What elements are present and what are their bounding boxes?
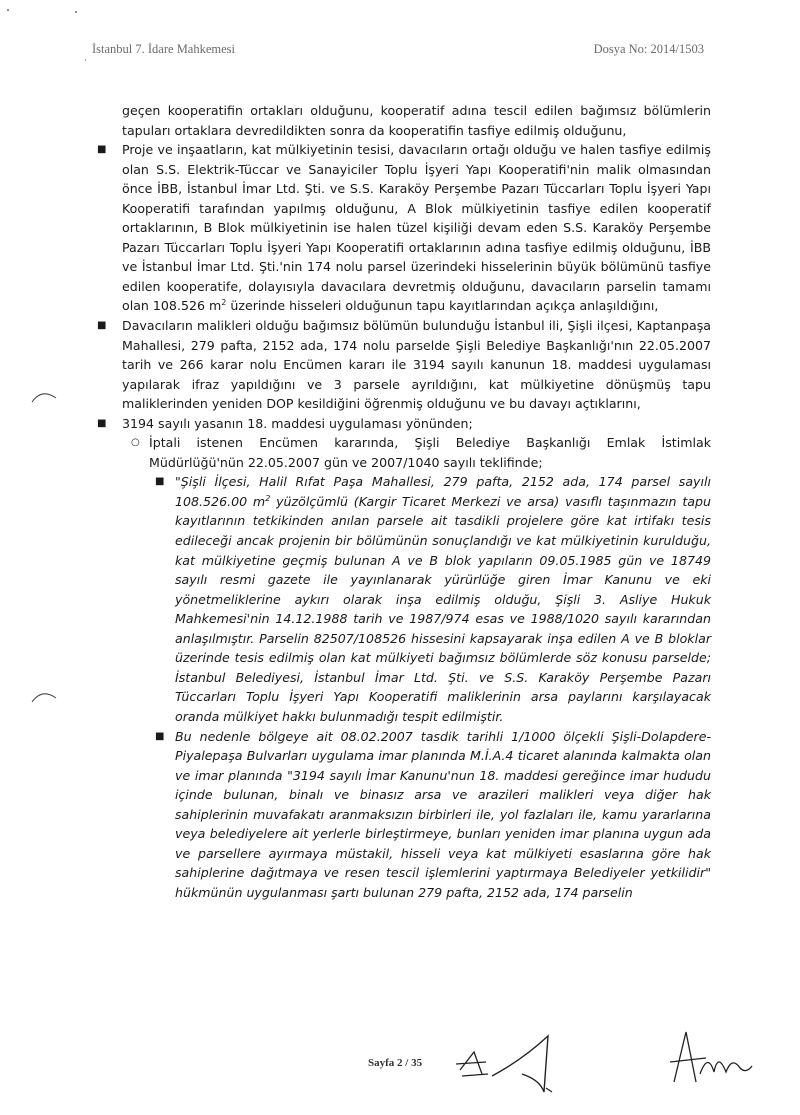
page-number: Sayfa 2 / 35 xyxy=(368,1057,423,1069)
intro-paragraph: geçen kooperatifin ortakları olduğunu, kooperatif adına tescil edilen bağımsız bölümlerin tapuları ortaklara devredildikten sonra da kooperatifin tasfiye edilmiş olduğunu, xyxy=(122,103,711,138)
square-bullet-icon: ■ xyxy=(97,417,107,429)
punch-hole-mark-top xyxy=(30,386,60,406)
punch-hole-mark-bottom xyxy=(30,686,60,706)
circle-bullet-icon: ○ xyxy=(131,437,140,449)
list-item: ■ 3194 sayılı yasanın 18. maddesi uygulaması yönünden; xyxy=(119,414,711,434)
list-item: ■ Proje ve inşaatların, kat mülkiyetinin tesisi, davacıların ortağı olduğu ve halen tasfiye edilmiş olan S.S. Elektrik-Tüccar ve Sanayiciler Toplu İşyeri Yapı Kooperatifi'nin malik olmasından önce İBB, İstanbul İmar Ltd. Şti. ve S.S. Karaköy Perşembe Pazarı Tüccarları Toplu İşyeri Yapı Kooperatifi tarafından yapılmış olduğunu, A Blok mülkiyetinin tasfiye edilen kooperatif ortaklarının, B Blok mülkiyetinin ise halen tüzel kişiliği devam eden S.S. Karaköy Perşembe Pazarı Tüccarları Toplu İşyeri Yapı Kooperatifi ortaklarının adına tasfiye edilmiş olduğunu, İBB ve İstanbul İmar Ltd. Şti.'nin 174 nolu parsel üzerindeki hisselerinin büyük bölümünü tasfiye edilen kooperatife, dolayısıyla davacılara devretmiş olduğunu, davacıların parselin tamamı olan 108.526 $m^2$ üzerinde hisseleri olduğunun tapu kayıtlarından açıkça anlaşıldığını, xyxy=(97,142,711,314)
square-bullet-icon: ■ xyxy=(97,144,107,156)
square-bullet-icon: ■ xyxy=(155,730,165,742)
signature-left xyxy=(452,1030,572,1100)
scan-specks xyxy=(6,6,86,66)
square-bullet-icon: ■ xyxy=(97,320,107,332)
sub-list-item: ○ İptali istenen Encümen kararında, Şişli Belediye Başkanlığı Emlak İstimlak Müdürlüğü'nün 22.05.2007 gün ve 2007/1040 sayılı teklifinde; xyxy=(131,435,711,470)
quote-item: ■ Bu nedenle bölgeye ait 08.02.2007 tasdik tarihli 1/1000 ölçekli Şişli-Dolapdere-Piyalepaşa Bulvarları uygulama imar planında M.İ.A.4 ticaret alanında kalmakta olan ve imar planında "3194 sayılı İmar Kanunu'nun 18. maddesi gereğince imar hududu içinde bulunan, binalı ve binasız arsa ve arazileri malikleri veya diğer hak sahiplerinin muvafakatı aranmaksızın birbirleri ile, yol fazlaları ile, kamu yararlarına veya belediyelere ait yerlerle birleştirmeye, bunları yeniden imar planına uygun ada ve parsellere ayırmaya müstakil, hisseli veya kat mülkiyeti esaslarına göre hak sahiplerine dağıtmaya ve resen tescil işlemlerini yaptırmaya Belediyeler yetkilidir" hükmünün uygulanması şartı bulunan 279 pafta, 2152 ada, 174 parselin xyxy=(155,728,711,900)
square-bullet-icon: ■ xyxy=(155,476,165,488)
list-item: ■ Davacıların malikleri olduğu bağımsız bölümün bulunduğu İstanbul ili, Şişli ilçesi, Kaptanpaşa Mahallesi, 279 pafta, 2152 ada, 174 nolu parselde Şişli Belediye Başkanlığı'nın 22.05.2007 tarih ve 266 karar nolu Encümen kararı ile 3194 sayılı kanunun 18. maddesi uygulaması yapılarak ifraz yapıldığını ve 3 parsele ayrıldığını, kat mülkiyetine dönüşmüş tapu maliklerinden yeniden DOP kesildiğini öğrenmiş olduğunu ve bu davayı açtıklarını, xyxy=(97,318,711,412)
document-body xyxy=(97,101,711,902)
court-name: İstanbul 7. İdare Mahkemesi xyxy=(92,42,236,56)
quote-item: ■ "Şişli İlçesi, Halil Rıfat Paşa Mahallesi, 279 pafta, 2152 ada, 174 parsel sayılı 108.526.00 $m^2$ yüzölçümlü (Kargir Ticaret Merkezi ve arsa) vasıflı taşınmazın tapu kayıtlarının tetkikinden anılan parsele ait tasdikli projelere göre kat irtifakı tesis edileceği ancak projenin bir bölümünün sonuçlandığı ve kat mülkiyetinin kurulduğu, kat mülkiyetine geçmiş bulunan A ve B blok yapıların 09.05.1985 gün ve 18749 sayılı resmi gazete ile yayınlanarak yürürlüğe giren İmar Kanunu ve eki yönetmeliklerine aykırı olarak inşa edilmiş olduğu, Şişli 3. Asliye Hukuk Mahkemesi'nin 14.12.1988 tarih ve 1987/974 esas ve 1988/1020 sayılı kararından anlaşılmıştır. Parselin 82507/108526 hissesini kapsayarak inşa edilen A ve B bloklar üzerinde tesis edilmiş olan kat mülkiyeti bağımsız bölümlerde söz konusu parselde; İstanbul Belediyesi, İstanbul İmar Ltd. Şti. ve S.S. Karaköy Perşembe Pazarı Tüccarları Toplu İşyeri Yapı Kooperatifi maliklerinin arsa paylarını karşılayacak oranda mülkiyet hakkı bulunmadığı tespit edilmiştir. xyxy=(155,474,711,724)
docket-number: Dosya No: 2014/1503 xyxy=(593,42,704,56)
signature-right xyxy=(656,1022,756,1098)
page-header xyxy=(92,42,704,60)
